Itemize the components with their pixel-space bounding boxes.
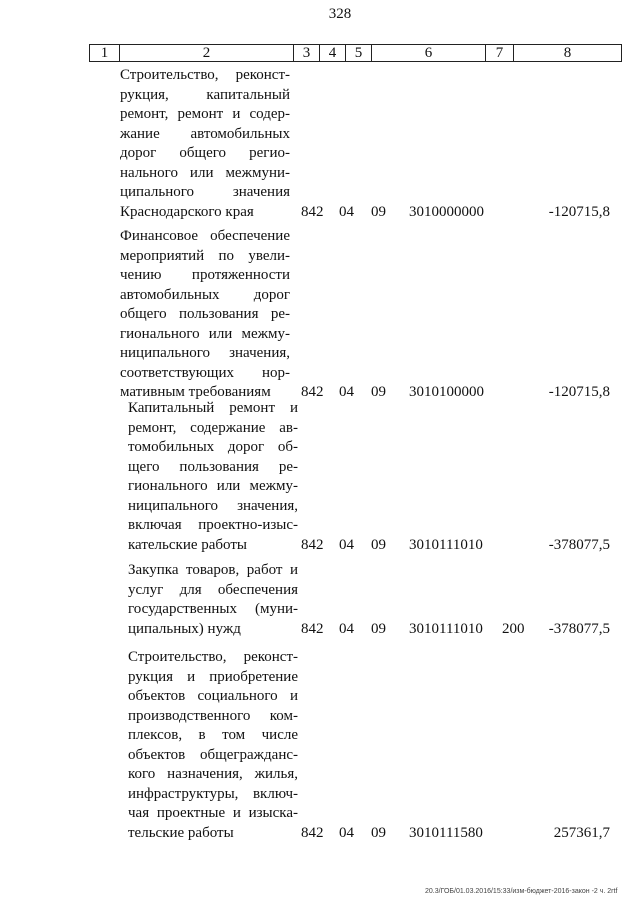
cell-target: 3010000000	[409, 203, 484, 220]
column-header: 7	[486, 45, 514, 61]
cell-admin: 842	[301, 536, 324, 553]
column-header: 1	[90, 45, 120, 61]
description-line: Финансовое обеспечение	[120, 228, 290, 244]
column-header: 6	[372, 45, 486, 61]
description-line: Строительство, реконст-	[120, 67, 290, 83]
cell-target: 3010100000	[409, 384, 484, 400]
description-line: тельские работы	[128, 824, 234, 841]
description-line: жание автомобильных	[120, 125, 290, 142]
description-line: мативным требованиям	[120, 384, 271, 400]
cell-expense-type: 200	[502, 620, 525, 637]
row-description	[128, 399, 298, 555]
description-line: Капитальный ремонт и	[128, 400, 298, 416]
row-description	[128, 561, 298, 639]
cell-section: 04	[339, 620, 354, 637]
cell-section: 04	[339, 384, 354, 400]
description-line: томобильных дорог об-	[128, 439, 298, 455]
cell-admin: 842	[301, 620, 324, 637]
description-line: объектов общегражданс-	[128, 746, 298, 763]
description-line: Строительство, реконст-	[128, 649, 298, 665]
footer-file-stamp: 20.3/ГОБ/01.03.2016/15:33/изм-бюджет-2016-закон -2 ч. 2rtf	[425, 888, 618, 895]
cell-target: 3010111580	[409, 824, 483, 841]
description-line: плексов, в том числе	[128, 727, 298, 743]
column-header: 2	[120, 45, 294, 61]
column-header: 5	[346, 45, 372, 61]
cell-admin: 842	[301, 824, 324, 841]
description-line: рукция и приобретение	[128, 668, 298, 685]
table-row	[0, 648, 640, 843]
table-row	[0, 227, 640, 403]
description-line: ремонт, ремонт и содер-	[120, 106, 290, 122]
description-line: дорог общего регио-	[120, 145, 290, 161]
description-line: ниципального значения,	[120, 345, 290, 361]
cell-target: 3010111010	[409, 536, 483, 553]
description-line: щего пользования ре-	[128, 458, 298, 475]
cell-subsection: 09	[371, 203, 386, 220]
description-line: инфраструктуры, включ-	[128, 785, 298, 802]
row-description	[120, 227, 290, 403]
description-line: кого назначения, жилья,	[128, 766, 298, 782]
cell-amount: -378077,5	[548, 620, 610, 637]
description-line: объектов социального и	[128, 688, 298, 704]
column-header: 3	[294, 45, 320, 61]
table-row	[0, 399, 640, 555]
description-line: ремонт, содержание ав-	[128, 419, 298, 436]
table-row	[0, 66, 640, 222]
description-line: мероприятий по увели-	[120, 247, 290, 264]
cell-section: 04	[339, 203, 354, 220]
description-line: включая проектно-изыс-	[128, 517, 298, 533]
description-line: кательские работы	[128, 536, 247, 553]
description-line: ниципального значения,	[128, 497, 298, 514]
cell-target: 3010111010	[409, 620, 483, 637]
table-header	[89, 44, 622, 62]
description-line: гионального или межму-	[120, 325, 290, 342]
description-line: нального или межмуни-	[120, 164, 290, 181]
cell-amount: -120715,8	[548, 203, 610, 220]
description-line: ципального значения	[120, 184, 290, 200]
description-line: услуг для обеспечения	[128, 581, 298, 598]
description-line: производственного ком-	[128, 707, 298, 724]
cell-amount: 257361,7	[553, 824, 610, 841]
cell-amount: -120715,8	[548, 384, 610, 400]
description-line: чению протяженности	[120, 267, 290, 283]
cell-subsection: 09	[371, 620, 386, 637]
cell-subsection: 09	[371, 824, 386, 841]
cell-section: 04	[339, 824, 354, 841]
cell-section: 04	[339, 536, 354, 553]
row-description	[128, 648, 298, 843]
description-line: Закупка товаров, работ и	[128, 562, 298, 578]
cell-admin: 842	[301, 203, 324, 220]
cell-subsection: 09	[371, 536, 386, 553]
description-line: государственных (муни-	[128, 601, 298, 617]
cell-subsection: 09	[371, 384, 386, 400]
cell-admin: 842	[301, 384, 324, 400]
row-description	[120, 66, 290, 222]
description-line: Краснодарского края	[120, 203, 254, 220]
description-line: ципальных) нужд	[128, 620, 241, 637]
description-line: чая проектные и изыска-	[128, 805, 298, 821]
description-line: соответствующих нор-	[120, 364, 290, 381]
column-header: 8	[563, 45, 572, 61]
column-header: 4	[320, 45, 346, 61]
cell-amount: -378077,5	[548, 536, 610, 553]
description-line: общего пользования ре-	[120, 306, 290, 322]
page-number: 328	[328, 6, 352, 22]
description-line: рукция, капитальный	[120, 86, 290, 103]
description-line: гионального или межму-	[128, 478, 298, 494]
table-row	[0, 561, 640, 639]
description-line: автомобильных дорог	[120, 286, 290, 303]
